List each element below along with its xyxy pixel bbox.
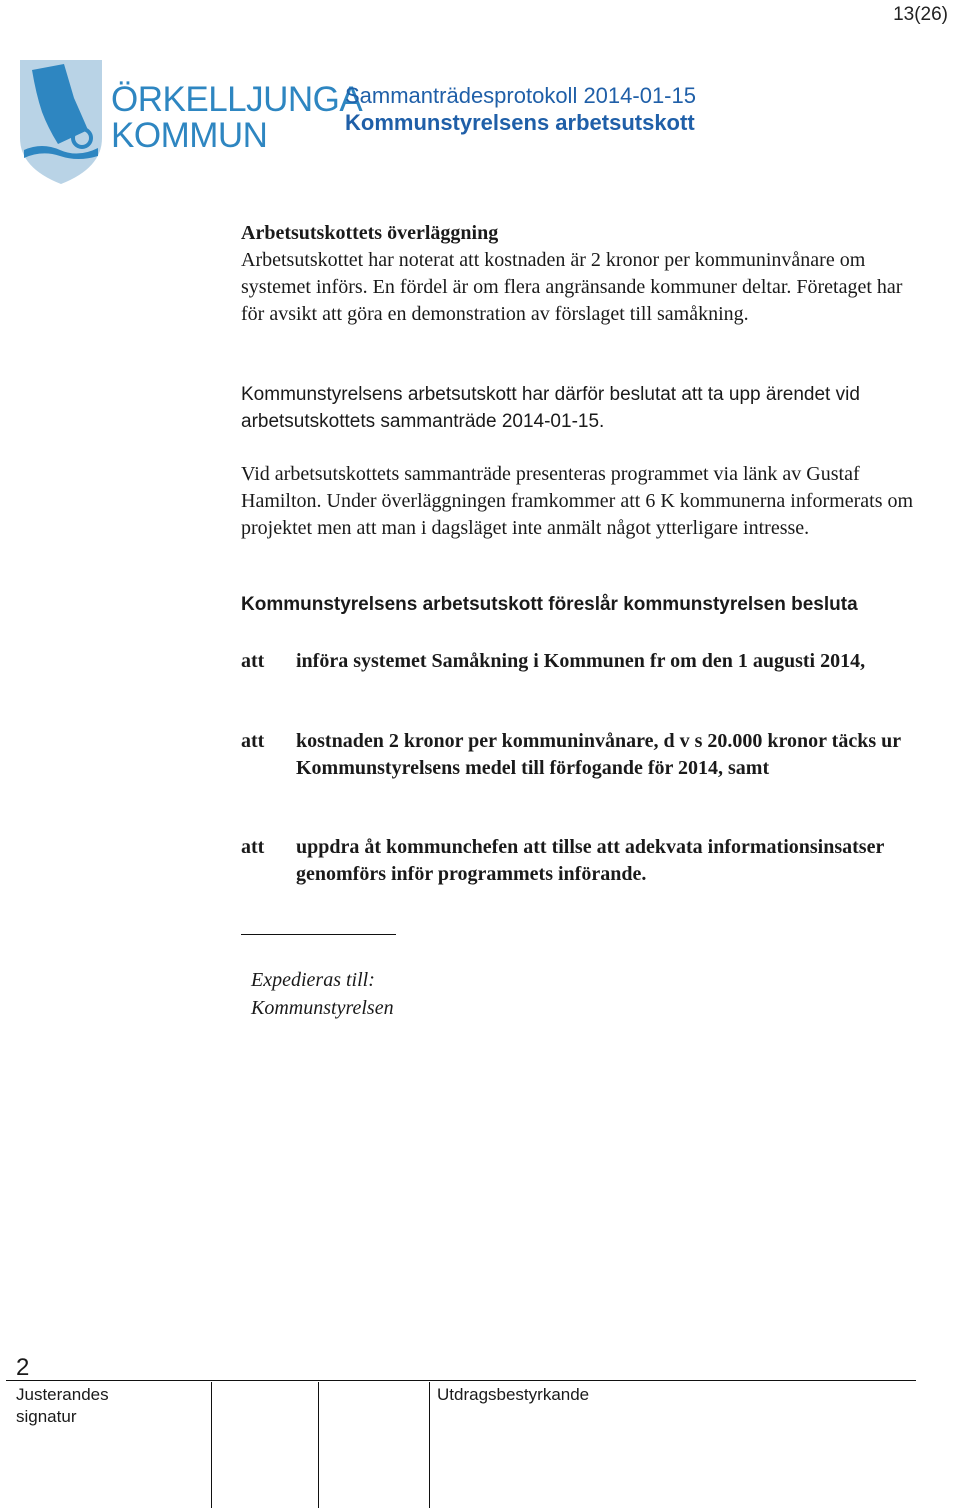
proposal-heading: Kommunstyrelsens arbetsutskott föreslår kommunstyrelsen besluta xyxy=(241,594,858,615)
document-title: Sammanträdesprotokoll 2014-01-15 xyxy=(345,83,696,108)
proposal-item-text: kostnaden 2 kronor per kommuninvånare, d v s 20.000 kronor täcks ur Kommunstyrelsens medel till förfogande för 2014, samt xyxy=(296,730,901,779)
justerandes-signatur-label xyxy=(16,1384,109,1428)
proposal-item-text: införa systemet Samåkning i Kommunen fr om den 1 augusti 2014, xyxy=(296,650,866,672)
distribution-label: Expedieras till: xyxy=(251,969,375,991)
footer-rule xyxy=(6,1380,916,1381)
proposal-item-text: uppdra åt kommunchefen att tillse att adekvata informationsinsatser genomförs inför programmets införande. xyxy=(296,836,884,885)
att-label: att xyxy=(241,730,265,752)
logo-text-line2: KOMMUN xyxy=(111,116,268,155)
document-subtitle: Kommunstyrelsens arbetsutskott xyxy=(345,110,695,135)
utdragsbestyrkande-label: Utdragsbestyrkande xyxy=(437,1385,590,1404)
distribution-note xyxy=(251,966,394,1022)
distribution-recipient: Kommunstyrelsen xyxy=(251,997,394,1019)
section-heading: Arbetsutskottets överläggning xyxy=(241,222,499,244)
footer-divider xyxy=(429,1382,430,1508)
municipality-logo-icon xyxy=(18,58,104,186)
footer-divider xyxy=(211,1382,212,1508)
page-number: 13(26) xyxy=(893,4,948,25)
footer-divider xyxy=(318,1382,319,1508)
att-label: att xyxy=(241,836,265,858)
paragraph-3: Vid arbetsutskottets sammanträde presenteras programmet via länk av Gustaf Hamilton. Under överläggningen framkommer att 6 K kommunerna informerats om projektet men att man i dagsläget inte anmält något ytterligare intresse. xyxy=(241,463,914,539)
att-label: att xyxy=(241,650,265,672)
paragraph-2: Kommunstyrelsens arbetsutskott har därför beslutat att ta upp ärendet vid arbetsutskottets sammanträde 2014-01-15. xyxy=(241,384,860,432)
separator-line xyxy=(241,934,396,935)
footer-label-line: signatur xyxy=(16,1407,77,1426)
paragraph-1: Arbetsutskottet har noterat att kostnaden är 2 kronor per kommuninvånare om systemet införs. En fördel är om flera angränsande kommuner deltar. Företaget har för avsikt att göra en demonstration av förslaget till samåkning. xyxy=(241,249,903,325)
logo-text-line1: ÖRKELLJUNGA xyxy=(111,80,363,119)
footer-label-line: Justerandes xyxy=(16,1385,109,1404)
footer-number: 2 xyxy=(16,1354,30,1381)
